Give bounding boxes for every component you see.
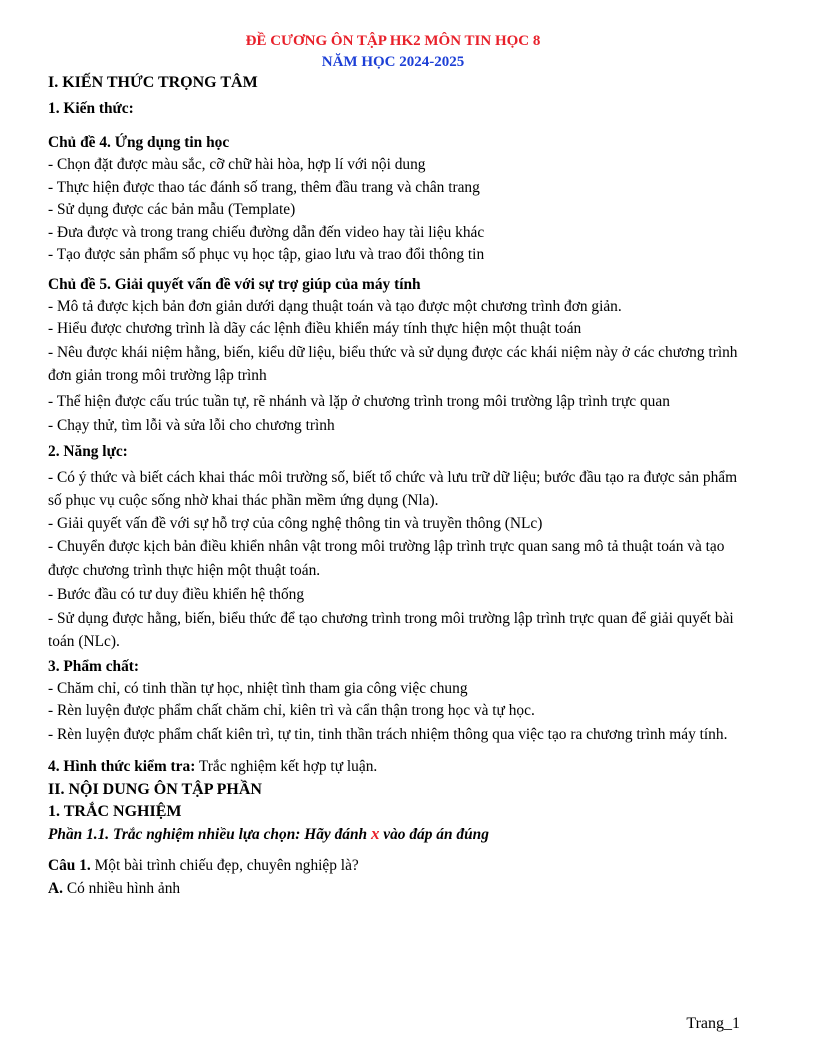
list-item: - Bước đầu có tư duy điều khiển hệ thống	[48, 586, 305, 603]
school-year: NĂM HỌC 2024-2025	[321, 54, 465, 70]
list-item: - Sử dụng được các bản mẫu (Template)	[48, 201, 296, 218]
test-form-label: 4. Hình thức kiểm tra:	[48, 758, 196, 775]
option-label: A.	[48, 879, 63, 897]
list-item: - Mô tả được kịch bản đơn giản dưới dạng thuật toán và tạo được một chương trình đơn giản.	[48, 297, 622, 315]
list-item: - Rèn luyện được phẩm chất chăm chỉ, kiên trì và cẩn thận trong học và tự học.	[48, 702, 535, 719]
list-item: - Chọn đặt được màu sắc, cỡ chữ hài hòa, hợp lí với nội dung	[48, 156, 426, 173]
document-title: ĐỀ CƯƠNG ÔN TẬP HK2 MÔN TIN HỌC 8	[245, 33, 541, 49]
multiple-choice-heading: 1. TRẮC NGHIỆM	[48, 802, 182, 820]
x-mark-icon: x	[370, 823, 380, 843]
test-form	[48, 756, 738, 779]
list-item: - Có ý thức và biết cách khai thác môi trường số, biết tổ chức và lưu trữ dữ liệu; bước đầu tạo ra được sản phẩm số phục vụ cuộc sống nhờ khai thác phần mềm ứng dụng (Nla).	[48, 468, 738, 509]
question-1	[48, 855, 738, 878]
list-item: - Thể hiện được cấu trúc tuần tự, rẽ nhánh và lặp ở chương trình trong môi trường lập trình trực quan	[48, 392, 670, 410]
section-1-heading: I. KIẾN THỨC TRỌNG TÂM	[48, 74, 258, 91]
part-instruction	[48, 823, 738, 847]
option-text: Có nhiều hình ảnh	[62, 879, 181, 897]
section-2-heading: II. NỘI DUNG ÔN TẬP PHẦN	[48, 780, 262, 798]
question-label: Câu 1.	[48, 857, 91, 874]
list-item: - Nêu được khái niệm hằng, biến, kiểu dữ liệu, biểu thức và sử dụng được các khái niệm này ở các chương trình đơn giản trong môi trường lập trình	[48, 343, 738, 384]
test-form-value: Trắc nghiệm kết hợp tự luận.	[195, 758, 378, 775]
question-text: Một bài trình chiếu đẹp, chuyên nghiệp là?	[90, 857, 359, 874]
list-item: - Hiểu được chương trình là dãy các lệnh điều khiển máy tính thực hiện một thuật toán	[48, 320, 582, 337]
knowledge-heading: 1. Kiến thức:	[48, 100, 134, 117]
list-item: - Thực hiện được thao tác đánh số trang, thêm đầu trang và chân trang	[48, 178, 480, 196]
answer-option-a	[48, 878, 738, 901]
part-instruction-text: Phần 1.1. Trắc nghiệm nhiều lựa chọn: Hãy đánh	[48, 825, 371, 843]
list-item: - Sử dụng được hằng, biến, biểu thức để tạo chương trình trong môi trường lập trình trực quan để giải quyết bài toán (NLc).	[48, 609, 734, 650]
list-item: - Giải quyết vấn đề với sự hỗ trợ của công nghệ thông tin và truyền thông (NLc)	[48, 514, 543, 532]
topic-4-title: Chủ đề 4. Ứng dụng tin học	[48, 134, 230, 151]
document-page	[48, 30, 738, 900]
list-item: - Chạy thử, tìm lỗi và sửa lỗi cho chương trình	[48, 417, 335, 434]
list-item: - Tạo được sản phẩm số phục vụ học tập, giao lưu và trao đổi thông tin	[48, 246, 485, 263]
list-item: - Chăm chỉ, có tinh thần tự học, nhiệt tình tham gia công việc chung	[48, 679, 468, 697]
list-item: - Đưa được và trong trang chiếu đường dẫn đến video hay tài liệu khác	[48, 223, 485, 241]
list-item: - Rèn luyện được phẩm chất kiên trì, tự tin, tinh thần trách nhiệm thông qua việc tạo ra chương trình máy tính.	[48, 725, 728, 743]
competence-heading: 2. Năng lực:	[48, 442, 128, 460]
topic-5-title: Chủ đề 5. Giải quyết vấn đề với sự trợ giúp của máy tính	[48, 275, 421, 293]
qualities-heading: 3. Phẩm chất:	[48, 657, 140, 675]
page-number: Trang_1	[686, 1015, 740, 1032]
part-instruction-tail: vào đáp án đúng	[379, 825, 489, 843]
list-item: - Chuyển được kịch bản điều khiển nhân vật trong môi trường lập trình trực quan sang mô tả thuật toán và tạo được chương trình thực hiện một thuật toán.	[48, 538, 725, 579]
